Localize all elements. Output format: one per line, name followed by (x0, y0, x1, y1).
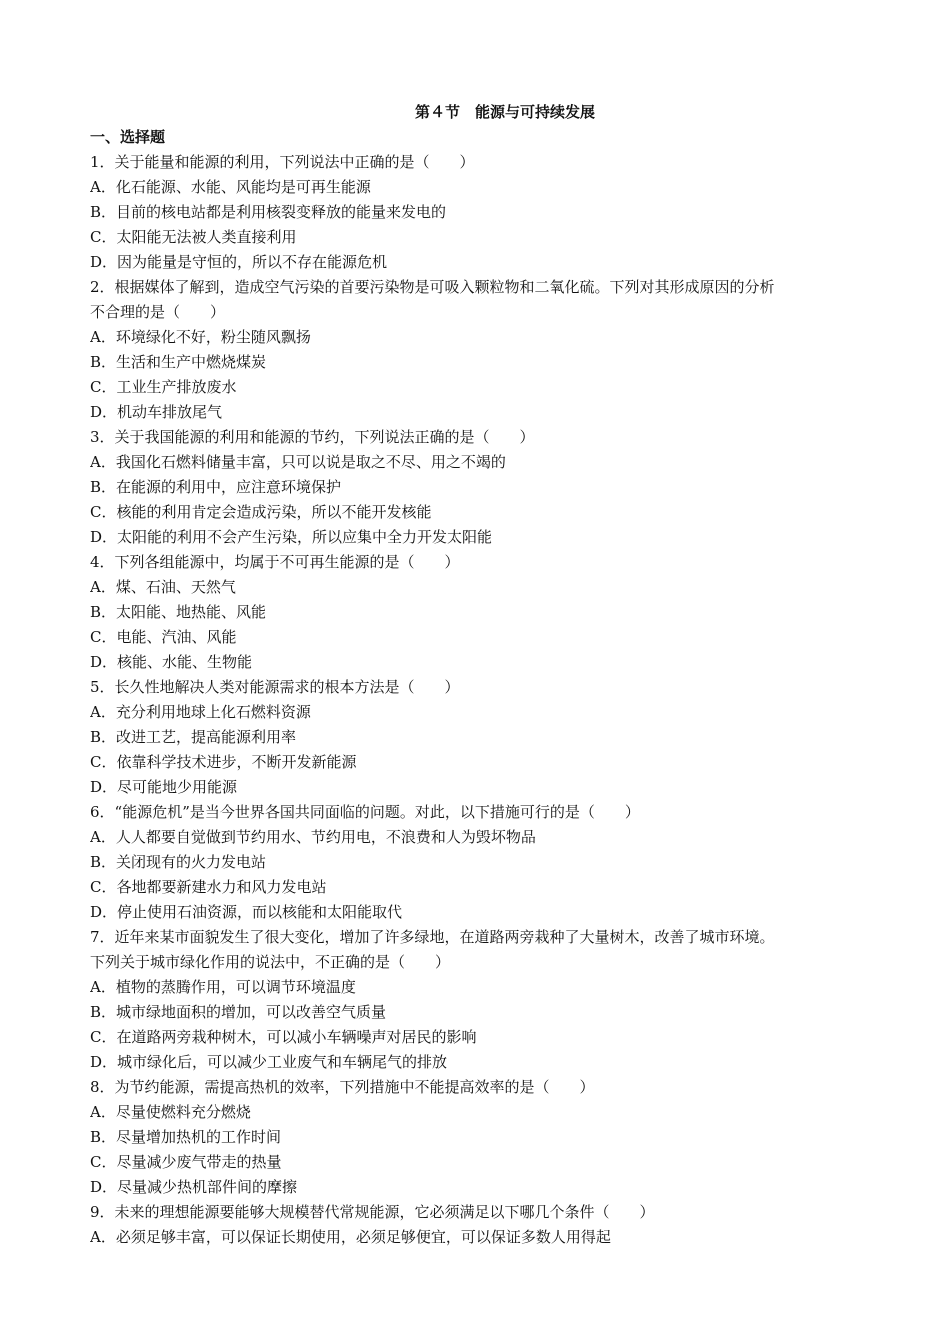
question-7 (90, 925, 880, 1075)
option-d: D．太阳能的利用不会产生污染，所以应集中全力开发太阳能 (90, 528, 493, 546)
document-title: 第４节 能源与可持续发展 (414, 103, 595, 121)
question-stem: 2．根据媒体了解到，造成空气污染的首要污染物是可吸入颗粒物和二氧化硫。下列对其形成原因的分析 (90, 278, 775, 296)
question-2 (90, 275, 880, 425)
option-d: D．尽量减少热机部件间的摩擦 (90, 1178, 298, 1196)
option-d: D．核能、水能、生物能 (90, 653, 253, 671)
option-b: B．尽量增加热机的工作时间 (90, 1128, 282, 1146)
option-b: B．太阳能、地热能、风能 (90, 603, 267, 621)
question-stem: 4．下列各组能源中，均属于不可再生能源的是（ ） (90, 553, 460, 571)
option-c: C．依靠科学技术进步，不断开发新能源 (90, 753, 357, 771)
option-a: A．人人都要自觉做到节约用水、节约用电，不浪费和人为毁坏物品 (90, 828, 536, 846)
option-c: C．电能、汽油、风能 (90, 628, 237, 646)
option-c: C．太阳能无法被人类直接利用 (90, 228, 297, 246)
question-stem: 8．为节约能源，需提高热机的效率，下列措施中不能提高效率的是（ ） (90, 1078, 595, 1096)
option-a: A．必须足够丰富，可以保证长期使用，必须足够便宜，可以保证多数人用得起 (90, 1228, 611, 1246)
option-b: B．在能源的利用中，应注意环境保护 (90, 478, 342, 496)
question-stem-continued: 下列关于城市绿化作用的说法中，不正确的是（ ） (90, 953, 451, 971)
option-d: D．尽可能地少用能源 (90, 778, 238, 796)
question-3 (90, 425, 880, 550)
option-a: A．植物的蒸腾作用，可以调节环境温度 (90, 978, 356, 996)
option-a: A．尽量使燃料充分燃烧 (90, 1103, 251, 1121)
option-a: A．充分利用地球上化石燃料资源 (90, 703, 311, 721)
option-a: A．环境绿化不好，粉尘随风飘扬 (90, 328, 311, 346)
question-stem: 3．关于我国能源的利用和能源的节约，下列说法正确的是（ ） (90, 428, 535, 446)
option-d: D．城市绿化后，可以减少工业废气和车辆尾气的排放 (90, 1053, 448, 1071)
question-1 (90, 150, 880, 275)
option-c: C．尽量减少废气带走的热量 (90, 1153, 282, 1171)
option-d: D．机动车排放尾气 (90, 403, 223, 421)
question-stem: 7．近年来某市面貌发生了很大变化，增加了许多绿地，在道路两旁栽种了大量树木，改善了城市环境。 (90, 928, 775, 946)
option-a: A．化石能源、水能、风能均是可再生能源 (90, 178, 371, 196)
question-8 (90, 1075, 880, 1200)
option-c: C．各地都要新建水力和风力发电站 (90, 878, 327, 896)
option-c: C．工业生产排放废水 (90, 378, 237, 396)
question-stem: 5．长久性地解决人类对能源需求的根本方法是（ ） (90, 678, 460, 696)
option-a: A．我国化石燃料储量丰富，只可以说是取之不尽、用之不竭的 (90, 453, 506, 471)
option-d: D．因为能量是守恒的，所以不存在能源危机 (90, 253, 388, 271)
option-b: B．改进工艺，提高能源利用率 (90, 728, 297, 746)
question-5 (90, 675, 880, 800)
option-d: D．停止使用石油资源，而以核能和太阳能取代 (90, 903, 403, 921)
option-c: C．在道路两旁栽种树木，可以减小车辆噪声对居民的影响 (90, 1028, 477, 1046)
question-9 (90, 1200, 880, 1250)
question-stem: 6．“能源危机”是当今世界各国共同面临的问题。对此，以下措施可行的是（ ） (90, 803, 640, 821)
option-b: B．目前的核电站都是利用核裂变释放的能量来发电的 (90, 203, 447, 221)
option-b: B．城市绿地面积的增加，可以改善空气质量 (90, 1003, 387, 1021)
question-stem: 9．未来的理想能源要能够大规模替代常规能源，它必须满足以下哪几个条件（ ） (90, 1203, 655, 1221)
option-c: C．核能的利用肯定会造成污染，所以不能开发核能 (90, 503, 432, 521)
option-a: A．煤、石油、天然气 (90, 578, 236, 596)
section-title: 一、选择题 (90, 128, 166, 146)
question-4 (90, 550, 880, 675)
option-b: B．生活和生产中燃烧煤炭 (90, 353, 267, 371)
document-page (90, 100, 880, 1250)
question-stem-continued: 不合理的是（ ） (90, 303, 226, 321)
option-b: B．关闭现有的火力发电站 (90, 853, 267, 871)
question-6 (90, 800, 880, 925)
question-stem: 1．关于能量和能源的利用，下列说法中正确的是（ ） (90, 153, 475, 171)
